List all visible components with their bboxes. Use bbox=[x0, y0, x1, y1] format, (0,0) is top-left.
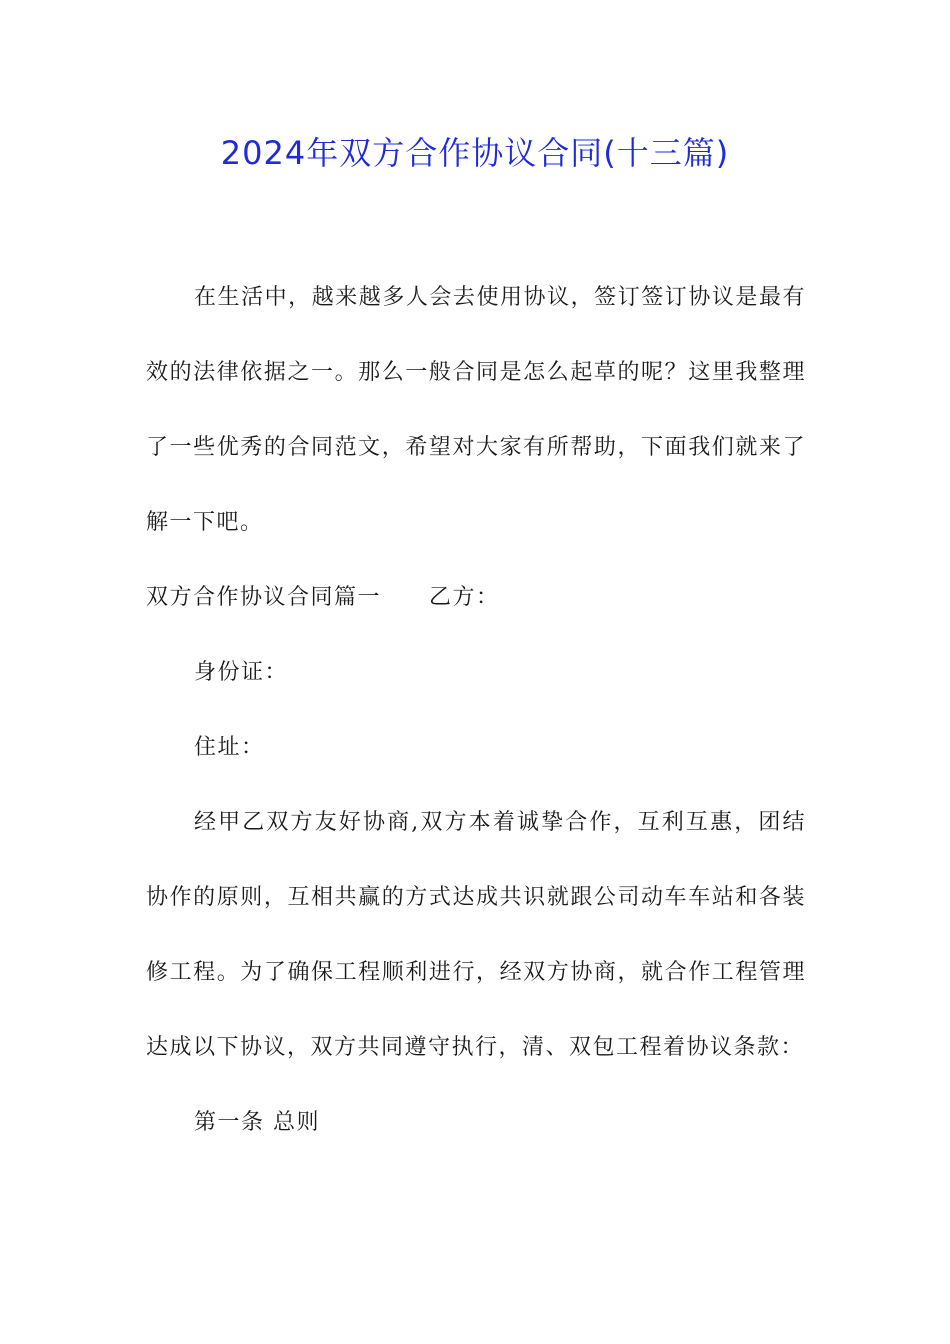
party-b-label: 乙方： bbox=[429, 585, 500, 610]
agreement-paragraph: 经甲乙双方友好协商,双方本着诚挚合作，互利互惠，团结协作的原则，互相共赢的方式达成共识就跟公司动车车站和各装修工程。为了确保工程顺利进行，经双方协商，就合作工程管理达成以下协议，双方共同遵守执行，清、双包工程着协议条款： bbox=[146, 810, 806, 1060]
intro-paragraph: 在生活中，越来越多人会去使用协议，签订签订协议是最有效的法律依据之一。那么一般合同是怎么起草的呢？这里我整理了一些优秀的合同范文，希望对大家有所帮助，下面我们就来了解一下吧。 bbox=[146, 285, 806, 535]
document-body bbox=[146, 260, 806, 1160]
article-one-heading: 第一条 总则 bbox=[194, 1110, 320, 1135]
section-heading-line bbox=[146, 560, 806, 635]
address-label: 住址： bbox=[194, 735, 265, 760]
document-title: 2024年双方合作协议合同(十三篇) bbox=[220, 134, 730, 172]
id-card-label: 身份证： bbox=[194, 660, 289, 685]
section-heading: 双方合作协议合同篇一 bbox=[146, 585, 382, 610]
